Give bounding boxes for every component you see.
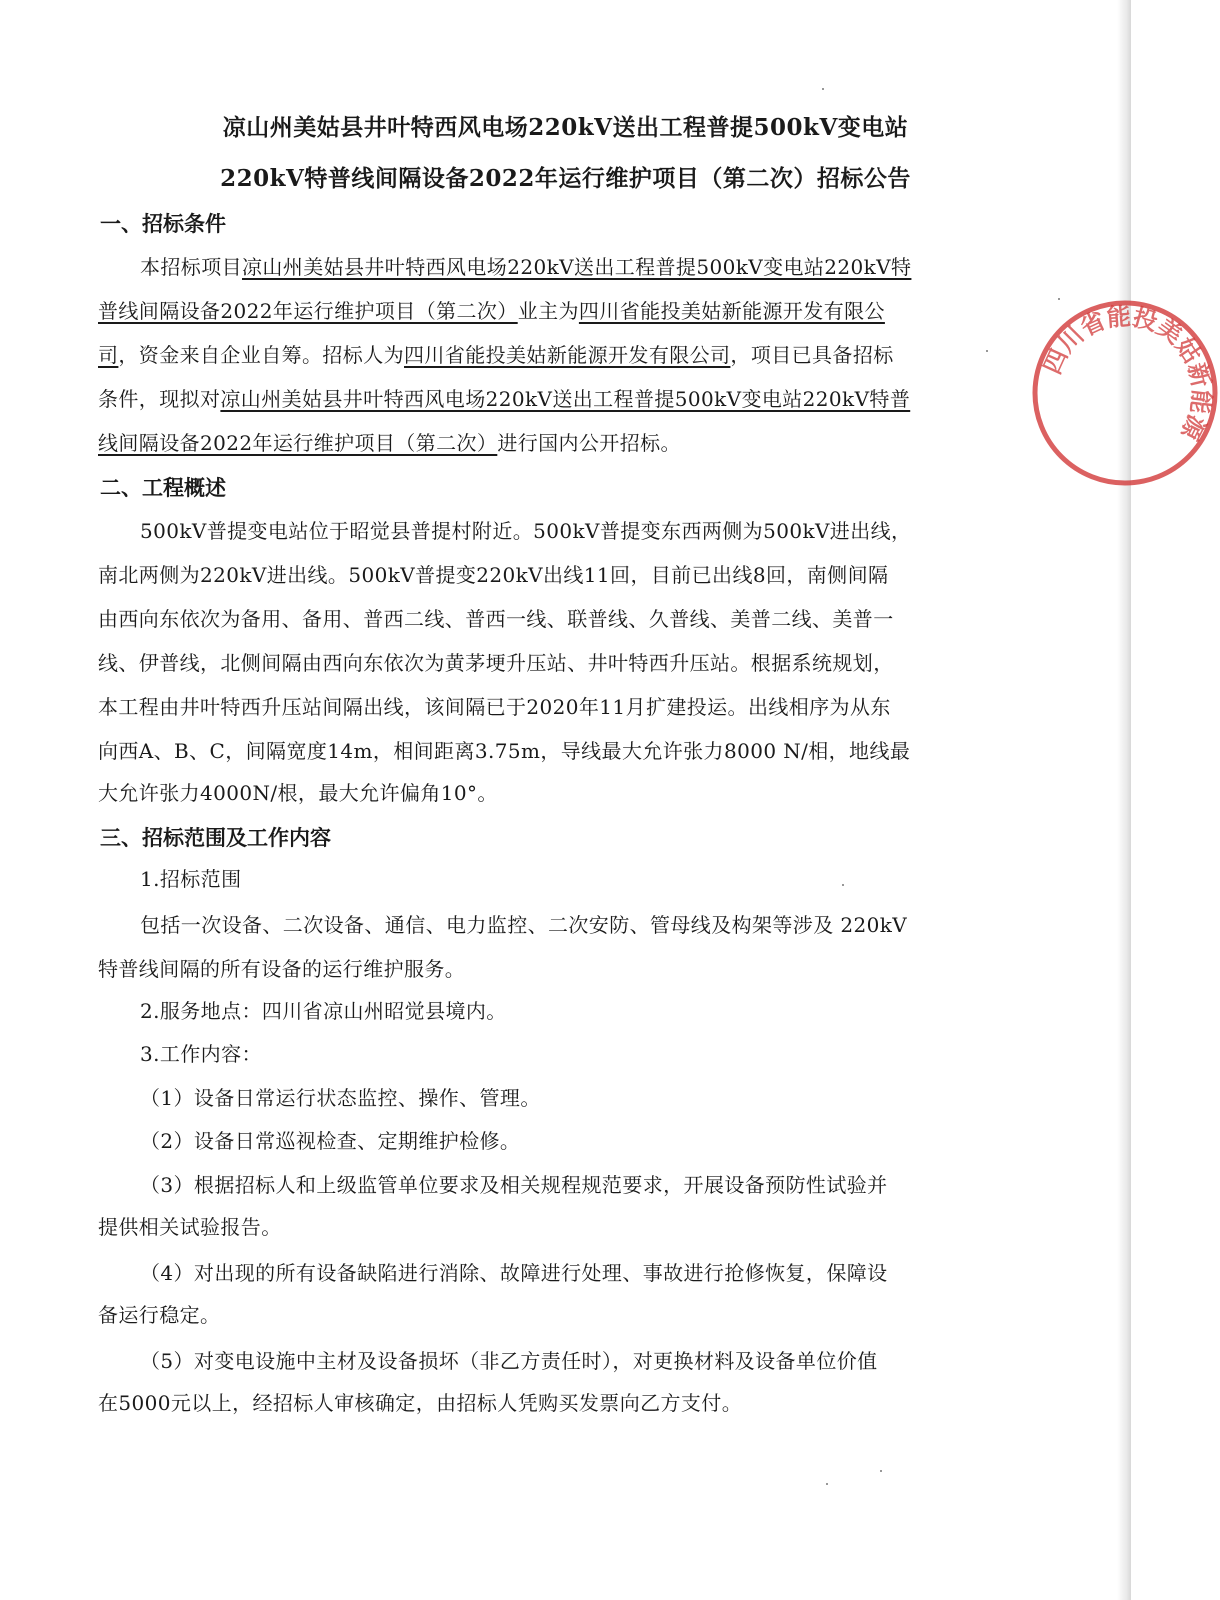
section-1-line-1 bbox=[140, 254, 911, 280]
project-name-underlined: 普线间隔设备2022年运行维护项目（第二次） bbox=[98, 299, 518, 323]
owner-name-underlined: 司 bbox=[98, 343, 119, 367]
scan-speck bbox=[826, 1483, 828, 1485]
section-3-heading: 三、招标范围及工作内容 bbox=[100, 825, 331, 850]
scan-speck bbox=[1058, 298, 1060, 300]
section-2-line: 大允许张力4000N/根，最大允许偏角10°。 bbox=[98, 781, 498, 805]
document-title-line-2: 220kV特普线间隔设备2022年运行维护项目（第二次）招标公告 bbox=[220, 165, 911, 192]
scan-speck bbox=[880, 1470, 882, 1472]
scan-speck bbox=[842, 884, 844, 886]
project-name-underlined: 凉山州美姑县井叶特西风电场220kV送出工程普提500kV变电站220kV特普 bbox=[220, 387, 911, 411]
seal-text: 四川省能投美姑新能源 bbox=[1038, 302, 1216, 445]
section-3-line: 1.招标范围 bbox=[140, 867, 242, 891]
section-1-line-3 bbox=[98, 342, 894, 368]
section-1-text: 条件，现拟对 bbox=[98, 387, 221, 411]
section-3-line: 2.服务地点：四川省凉山州昭觉县境内。 bbox=[140, 999, 507, 1023]
section-2-line: 本工程由井叶特西升压站间隔出线，该间隔已于2020年11月扩建投运。出线相序为从东 bbox=[98, 695, 891, 719]
company-seal bbox=[1030, 298, 1220, 488]
section-2-line: 由西向东依次为备用、备用、普西二线、普西一线、联普线、久普线、美普二线、美普一 bbox=[98, 607, 894, 631]
section-2-line: 线、伊普线，北侧间隔由西向东依次为黄茅埂升压站、井叶特西升压站。根据系统规划， bbox=[98, 651, 894, 675]
section-1-text: ，项目已具备招标 bbox=[730, 343, 894, 367]
section-3-line: 备运行稳定。 bbox=[98, 1303, 221, 1327]
section-1-text: 进行国内公开招标。 bbox=[497, 431, 681, 455]
scan-speck bbox=[986, 350, 988, 352]
project-name-underlined: 凉山州美姑县井叶特西风电场220kV送出工程普提500kV变电站220kV特 bbox=[242, 255, 912, 279]
section-1-heading: 一、招标条件 bbox=[100, 211, 226, 236]
section-3-line: 包括一次设备、二次设备、通信、电力监控、二次安防、管母线及构架等涉及 220kV bbox=[140, 913, 908, 937]
section-1-text: 本招标项目 bbox=[140, 255, 242, 279]
section-3-line: （4）对出现的所有设备缺陷进行消除、故障进行处理、事故进行抢修恢复，保障设 bbox=[140, 1261, 888, 1285]
owner-name-underlined: 四川省能投美姑新能源开发有限公 bbox=[578, 299, 885, 323]
scan-speck bbox=[822, 88, 824, 90]
tenderer-name-underlined: 四川省能投美姑新能源开发有限公司 bbox=[404, 343, 731, 367]
section-2-line: 南北两侧为220kV进出线。500kV普提变220kV出线11回，目前已出线8回，南侧间隔 bbox=[98, 563, 889, 587]
section-3-line: （3）根据招标人和上级监管单位要求及相关规程规范要求，开展设备预防性试验并 bbox=[140, 1173, 888, 1197]
section-3-line: 在5000元以上，经招标人审核确定，由招标人凭购买发票向乙方支付。 bbox=[98, 1391, 743, 1415]
section-3-line: 3.工作内容： bbox=[140, 1042, 262, 1066]
document-title-line-1: 凉山州美姑县井叶特西风电场220kV送出工程普提500kV变电站 bbox=[222, 114, 909, 141]
section-1-line-4 bbox=[98, 386, 910, 412]
section-3-line: （5）对变电设施中主材及设备损坏（非乙方责任时），对更换材料及设备单位价值 bbox=[140, 1349, 878, 1373]
section-3-line: 特普线间隔的所有设备的运行维护服务。 bbox=[98, 957, 466, 981]
section-1-line-2 bbox=[98, 298, 885, 324]
section-3-line: （2）设备日常巡视检查、定期维护检修。 bbox=[140, 1129, 521, 1153]
section-3-line: （1）设备日常运行状态监控、操作、管理。 bbox=[140, 1086, 541, 1110]
section-2-line: 向西A、B、C，间隔宽度14m，相间距离3.75m，导线最大允许张力8000 N/相，地线最 bbox=[98, 739, 911, 763]
scan-edge-shadow bbox=[1117, 0, 1131, 1600]
section-1-text: 业主为 bbox=[517, 299, 579, 323]
section-3-line: 提供相关试验报告。 bbox=[98, 1215, 282, 1239]
project-name-underlined: 线间隔设备2022年运行维护项目（第二次） bbox=[98, 431, 498, 455]
section-1-line-5 bbox=[98, 430, 681, 456]
section-2-heading: 二、工程概述 bbox=[100, 475, 226, 500]
section-2-line: 500kV普提变电站位于昭觉县普提村附近。500kV普提变东西两侧为500kV进出线， bbox=[140, 519, 912, 543]
section-1-text: ，资金来自企业自筹。招标人为 bbox=[118, 343, 405, 367]
